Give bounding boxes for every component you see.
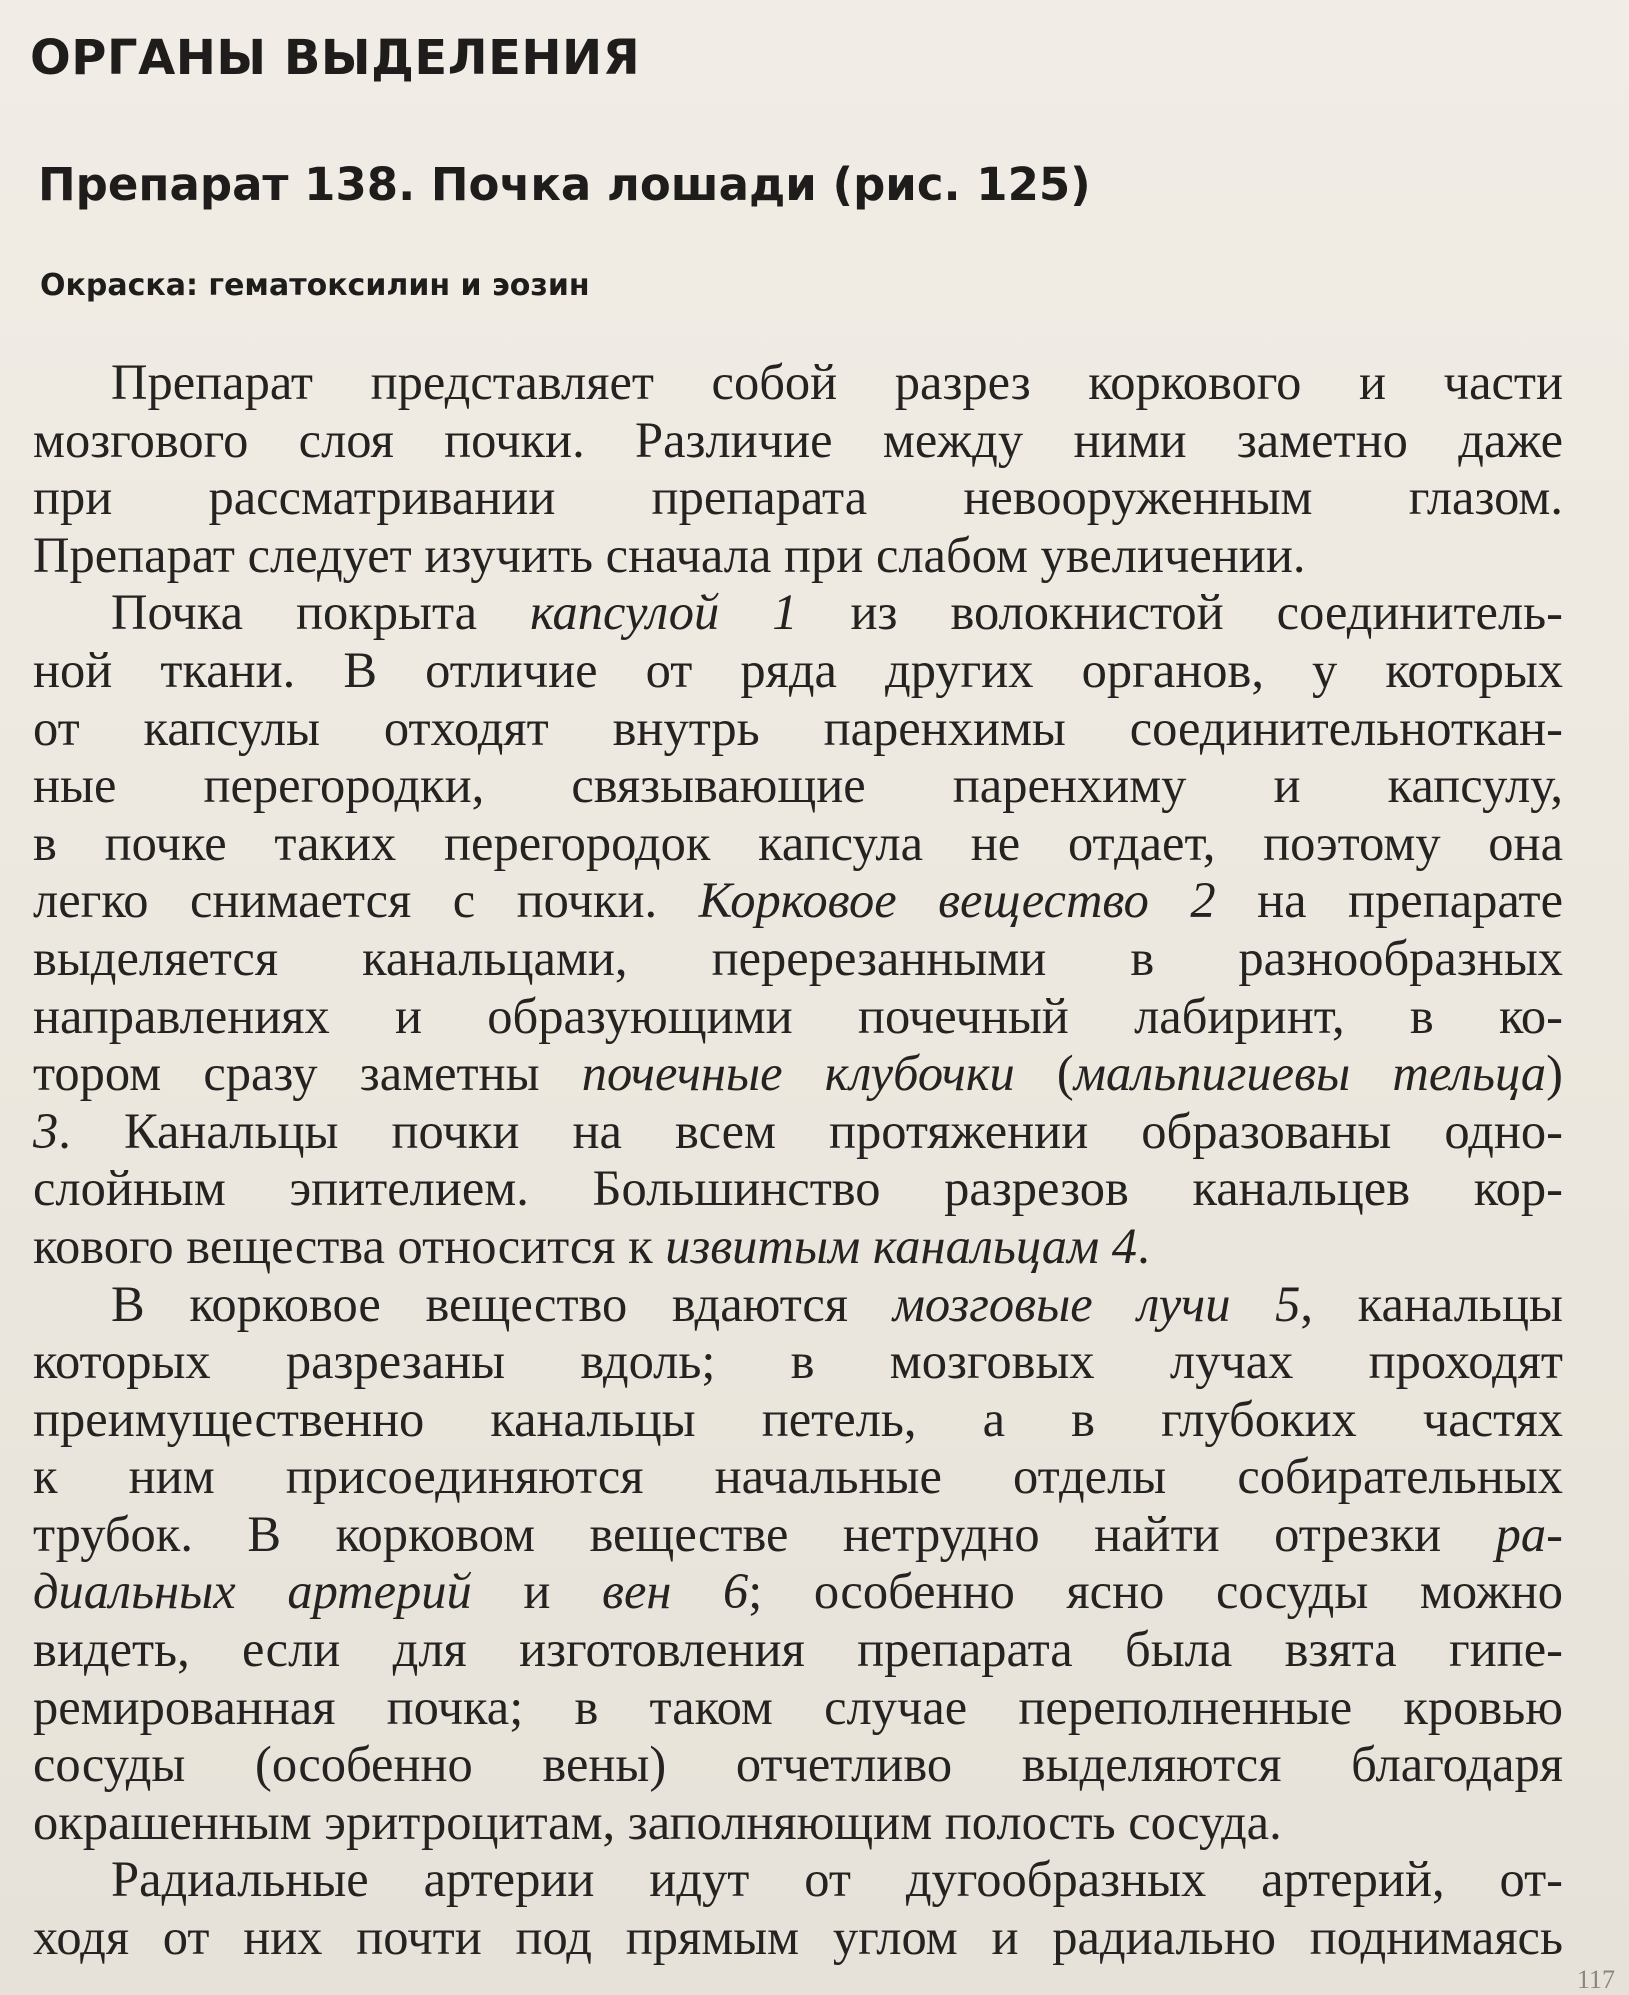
paragraph (33, 1276, 1563, 1852)
text-run: выделяется канальцами, перерезанными в разнообразных (33, 929, 1563, 986)
text-run: ной ткани. В отличие от ряда других органов, у которых (33, 641, 1563, 698)
text-line (33, 1621, 1563, 1679)
text-line (33, 1276, 1563, 1334)
text-line (33, 584, 1563, 642)
stain-method: Окраска: гематоксилин и эозин (40, 268, 590, 303)
text-line (33, 988, 1563, 1046)
body-text (33, 354, 1563, 1967)
text-line (33, 872, 1563, 930)
text-line (33, 1736, 1563, 1794)
text-run: сосуды (особенно вены) отчетливо выделяются благодаря (33, 1736, 1563, 1793)
text-run: окрашенным эритроцитам, заполняющим полость сосуда. (33, 1793, 1282, 1850)
text-run: преимущественно канальцы петель, а в глубоких частях (33, 1390, 1563, 1447)
text-run: . (1137, 1217, 1150, 1274)
text-line (33, 1851, 1563, 1909)
text-line (33, 1506, 1563, 1564)
text-run: направлениях и образующими почечный лабиринт, в ко- (33, 987, 1563, 1044)
text-line (33, 1045, 1563, 1103)
specimen-number: Препарат 138. (38, 158, 416, 211)
text-line (33, 1794, 1563, 1852)
text-run: которых разрезаны вдоль; в мозговых лучах проходят (33, 1333, 1563, 1390)
text-line (33, 757, 1563, 815)
text-line (33, 354, 1563, 412)
text-line (33, 412, 1563, 470)
text-run: из волокнистой соединитель- (797, 584, 1563, 641)
text-run: . Канальцы почки на всем протяжении образованы одно- (58, 1102, 1563, 1159)
paragraph (33, 584, 1563, 1275)
italic-term: извитым канальцам 4 (665, 1217, 1138, 1274)
text-line (33, 815, 1563, 873)
text-run: от капсулы отходят внутрь паренхимы соединительноткан- (33, 699, 1563, 756)
text-line (33, 642, 1563, 700)
text-run: трубок. В корковом веществе нетрудно найти отрезки (33, 1505, 1496, 1562)
paragraph (33, 354, 1563, 584)
text-run: видеть, если для изготовления препарата была взята гипе- (33, 1621, 1563, 1678)
text-run: тором сразу заметны (33, 1045, 582, 1102)
italic-term: Корковое вещество 2 (698, 872, 1216, 929)
text-run: при рассматривании препарата невооруженным глазом. (33, 469, 1563, 526)
text-run: ) (1546, 1045, 1563, 1102)
text-run: ремированная почка; в таком случае переполненные кровью (33, 1678, 1563, 1735)
text-run: к ним присоединяются начальные отделы собирательных (33, 1448, 1563, 1505)
text-line (33, 1391, 1563, 1449)
italic-term: мозговые лучи 5 (892, 1275, 1301, 1332)
text-line (33, 1909, 1563, 1967)
italic-term: ра- (1495, 1505, 1563, 1562)
text-run: кового вещества относится к (33, 1217, 666, 1274)
specimen-title (38, 158, 1091, 211)
text-line (33, 1160, 1563, 1218)
text-line (33, 527, 1563, 585)
text-line (33, 1448, 1563, 1506)
italic-term: вен 6 (602, 1563, 749, 1620)
text-line (33, 1679, 1563, 1737)
text-run: Препарат следует изучить сначала при слабом увеличении. (33, 526, 1306, 583)
italic-term: мальпигиевы тельца (1073, 1045, 1547, 1102)
section-heading: ОРГАНЫ ВЫДЕЛЕНИЯ (30, 30, 641, 86)
text-run: легко снимается с почки. (33, 872, 699, 929)
text-line (33, 930, 1563, 988)
text-run: ; особенно ясно сосуды можно (748, 1563, 1563, 1620)
text-run: слойным эпителием. Большинство разрезов канальцев кор- (33, 1160, 1563, 1217)
italic-term: 3 (33, 1102, 59, 1159)
text-line (33, 1333, 1563, 1391)
text-run: на препарате (1215, 872, 1563, 929)
page-number: 117 (1576, 1965, 1615, 1994)
text-line (33, 1563, 1563, 1621)
text-run: ные перегородки, связывающие паренхиму и капсулу, (33, 757, 1563, 814)
text-line (33, 469, 1563, 527)
italic-term: капсулой 1 (530, 584, 798, 641)
italic-term: диальных артерий (33, 1563, 472, 1620)
text-line (33, 1218, 1563, 1276)
text-run: Радиальные артерии идут от дугообразных артерий, от- (111, 1851, 1563, 1908)
text-run: в почке таких перегородок капсула не отдает, поэтому она (33, 814, 1563, 871)
text-run: Препарат представляет собой разрез коркового и части (111, 354, 1563, 410)
text-run: Почка покрыта (111, 584, 531, 641)
italic-term: почечные клубочки (581, 1045, 1015, 1102)
text-line (33, 700, 1563, 758)
text-run: мозгового слоя почки. Различие между ними заметно даже (33, 411, 1563, 468)
text-run: В корковое вещество вдаются (111, 1275, 893, 1332)
paragraph (33, 1851, 1563, 1966)
text-run: и (471, 1563, 603, 1620)
text-run: ходя от них почти под прямым углом и радиально поднимаясь (33, 1909, 1563, 1966)
text-run: ( (1014, 1045, 1074, 1102)
text-line (33, 1103, 1563, 1161)
text-run: , канальцы (1300, 1275, 1563, 1332)
specimen-name: Почка лошади (рис. 125) (430, 158, 1091, 211)
